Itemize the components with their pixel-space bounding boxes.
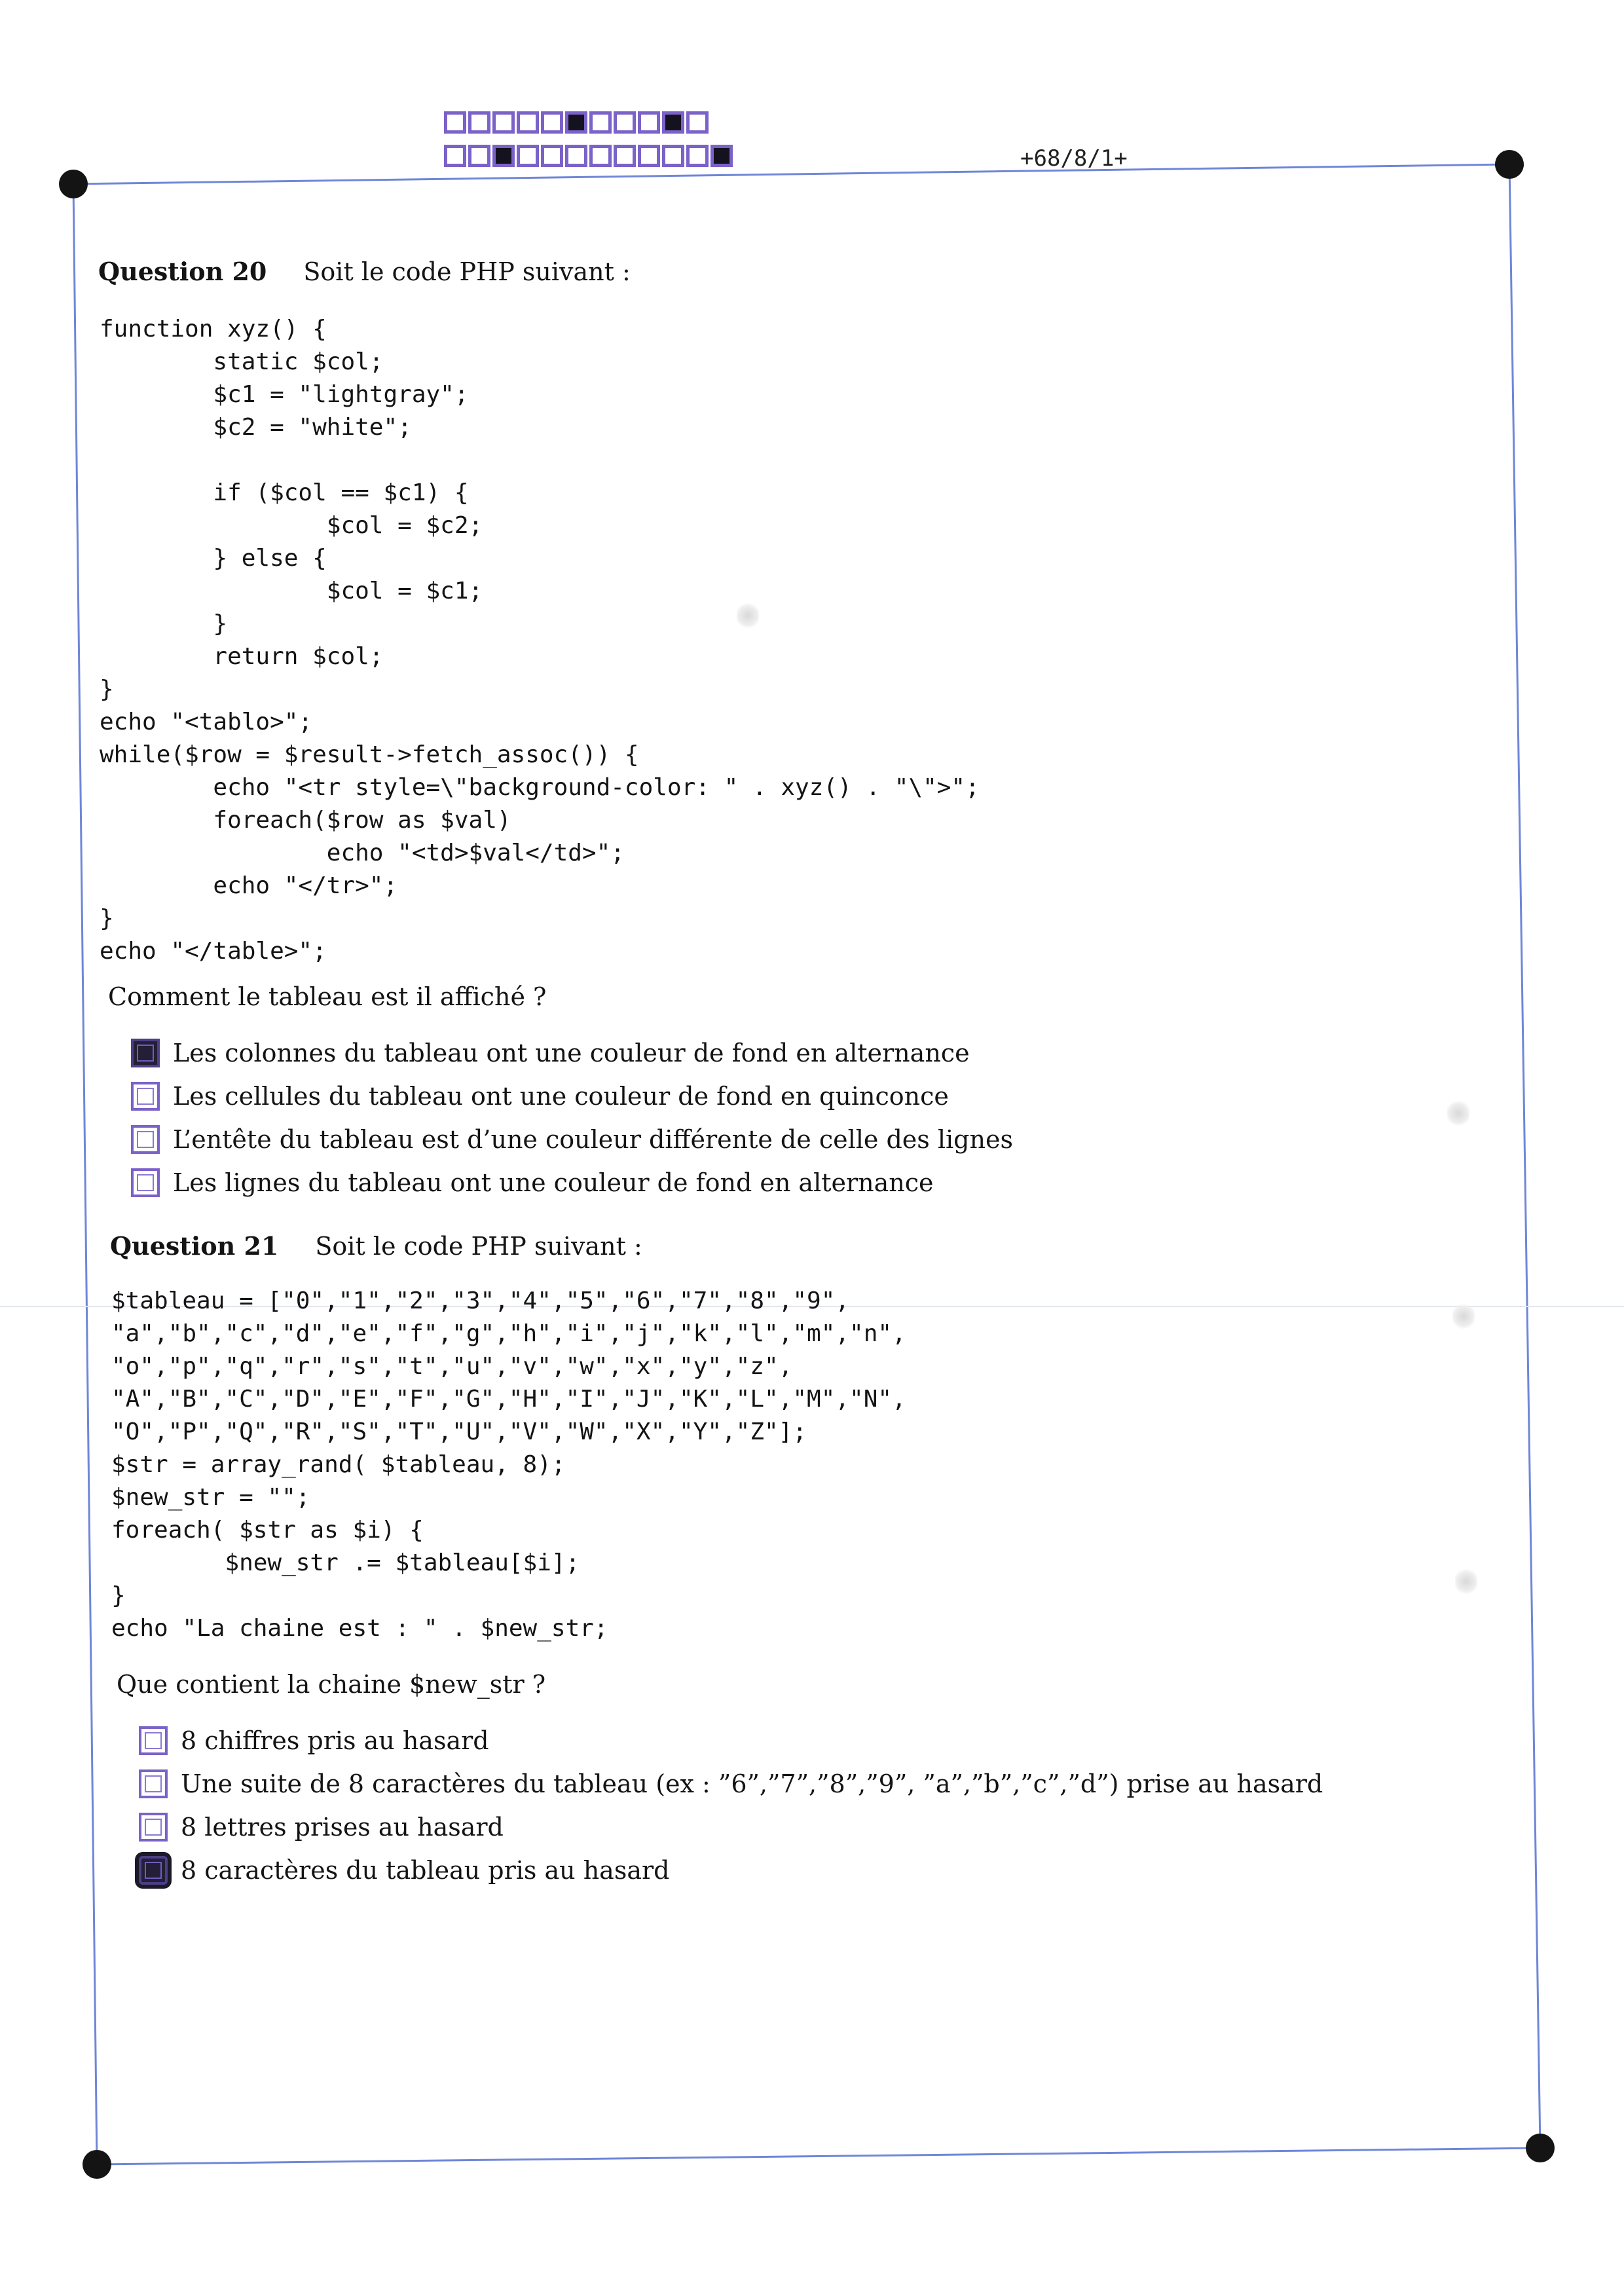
checkbox[interactable] [131, 1168, 160, 1197]
option-label: Les lignes du tableau ont une couleur de fond en alternance [173, 1168, 934, 1197]
checkbox[interactable] [139, 1813, 168, 1842]
question-21-prompt: Que contient la chaine $new_str ? [117, 1670, 546, 1699]
id-grid-box [468, 145, 490, 167]
corner-marker-top-right [1495, 150, 1524, 179]
checkbox[interactable] [131, 1039, 160, 1067]
id-grid-box [444, 111, 466, 134]
id-grid-box [638, 145, 660, 167]
checkbox[interactable] [139, 1769, 168, 1798]
checkbox[interactable] [139, 1856, 168, 1885]
page-reference: +68/8/1+ [1020, 145, 1128, 172]
corner-marker-bottom-left [83, 2150, 111, 2179]
option-label: 8 caractères du tableau pris au hasard [181, 1856, 670, 1885]
q20-option-1[interactable] [131, 1039, 970, 1067]
checkbox[interactable] [139, 1726, 168, 1755]
id-grid-box [589, 145, 612, 167]
id-grid-box [662, 145, 684, 167]
id-grid-box [541, 111, 563, 134]
id-grid-box [517, 111, 539, 134]
question-20-code: function xyz() { static $col; $c1 = "lightgray"; $c2 = "white"; if ($col == $c1) { $col = $c2; } else { $col = $c1; } return $col; } echo "<tablo>"; while($row = $result->fetch_assoc()) { echo "<tr style=\"background-color: " . xyz() . "\">"; foreach($row as $val) echo "<td>$val</td>"; echo "</tr>"; } echo "</table>"; [100, 316, 980, 965]
frame-left-line [73, 184, 97, 2164]
question-21-code: $tableau = ["0","1","2","3","4","5","6","7","8","9", "a","b","c","d","e","f","g","h","i","j","k","l","m","n", "o","p","q","r","s","t","u","v","w","x","y","z", "A","B","C","D","E","F","G","H","I","J","K","L","M","N", "O","P","Q","R","S","T","U","V","W","X","Y","Z"]; $str = array_rand( $tableau, 8); $new_str = ""; foreach( $str as $i) { $new_str .= $tableau[$i]; } echo "La chaine est : " . $new_str; [111, 1287, 906, 1642]
student-id-grid-row-1 [444, 111, 710, 134]
option-label: Les colonnes du tableau ont une couleur de fond en alternance [173, 1039, 970, 1067]
q21-option-1[interactable] [139, 1726, 489, 1755]
id-grid-box [710, 145, 733, 167]
checkbox[interactable] [131, 1125, 160, 1154]
id-grid-box [614, 111, 636, 134]
id-grid-box [589, 111, 612, 134]
q20-option-3[interactable] [131, 1125, 1013, 1154]
student-id-grid-row-2 [444, 145, 735, 167]
frame-top-line [73, 164, 1509, 184]
id-grid-box [541, 145, 563, 167]
q20-option-4[interactable] [131, 1168, 934, 1197]
q20-option-2[interactable] [131, 1082, 949, 1111]
q21-option-2[interactable] [139, 1769, 1323, 1798]
option-label: Les cellules du tableau ont une couleur de fond en quinconce [173, 1082, 949, 1111]
id-grid-box [468, 111, 490, 134]
id-grid-box [444, 145, 466, 167]
scan-smudge [1452, 1303, 1475, 1329]
question-number: Question 20 [98, 257, 267, 286]
id-grid-box [614, 145, 636, 167]
question-intro: Soit le code PHP suivant : [315, 1232, 642, 1261]
q21-option-4[interactable] [139, 1856, 669, 1885]
id-grid-box [492, 145, 515, 167]
scan-smudge [1455, 1568, 1477, 1595]
option-label: Une suite de 8 caractères du tableau (ex : ”6”,”7”,”8”,”9”, ”a”,”b”,”c”,”d”) prise au hasard [181, 1769, 1323, 1798]
q21-option-3[interactable] [139, 1813, 504, 1842]
id-grid-box [517, 145, 539, 167]
id-grid-box [565, 111, 587, 134]
corner-marker-bottom-right [1526, 2134, 1555, 2162]
id-grid-box [638, 111, 660, 134]
id-grid-box [686, 145, 709, 167]
option-label: L’entête du tableau est d’une couleur différente de celle des lignes [173, 1125, 1013, 1154]
id-grid-box [492, 111, 515, 134]
question-number: Question 21 [110, 1231, 279, 1261]
id-grid-box [662, 111, 684, 134]
frame-bottom-line [97, 2148, 1540, 2164]
scan-smudge [1447, 1100, 1469, 1126]
option-label: 8 lettres prises au hasard [181, 1813, 504, 1842]
id-grid-box [565, 145, 587, 167]
id-grid-box [686, 111, 709, 134]
question-21-header [110, 1231, 642, 1261]
frame-right-line [1509, 164, 1540, 2148]
question-intro: Soit le code PHP suivant : [303, 257, 631, 286]
question-20-prompt: Comment le tableau est il affiché ? [108, 982, 547, 1011]
checkbox[interactable] [131, 1082, 160, 1111]
corner-marker-top-left [59, 170, 88, 198]
question-20-header [98, 257, 631, 286]
option-label: 8 chiffres pris au hasard [181, 1726, 489, 1755]
